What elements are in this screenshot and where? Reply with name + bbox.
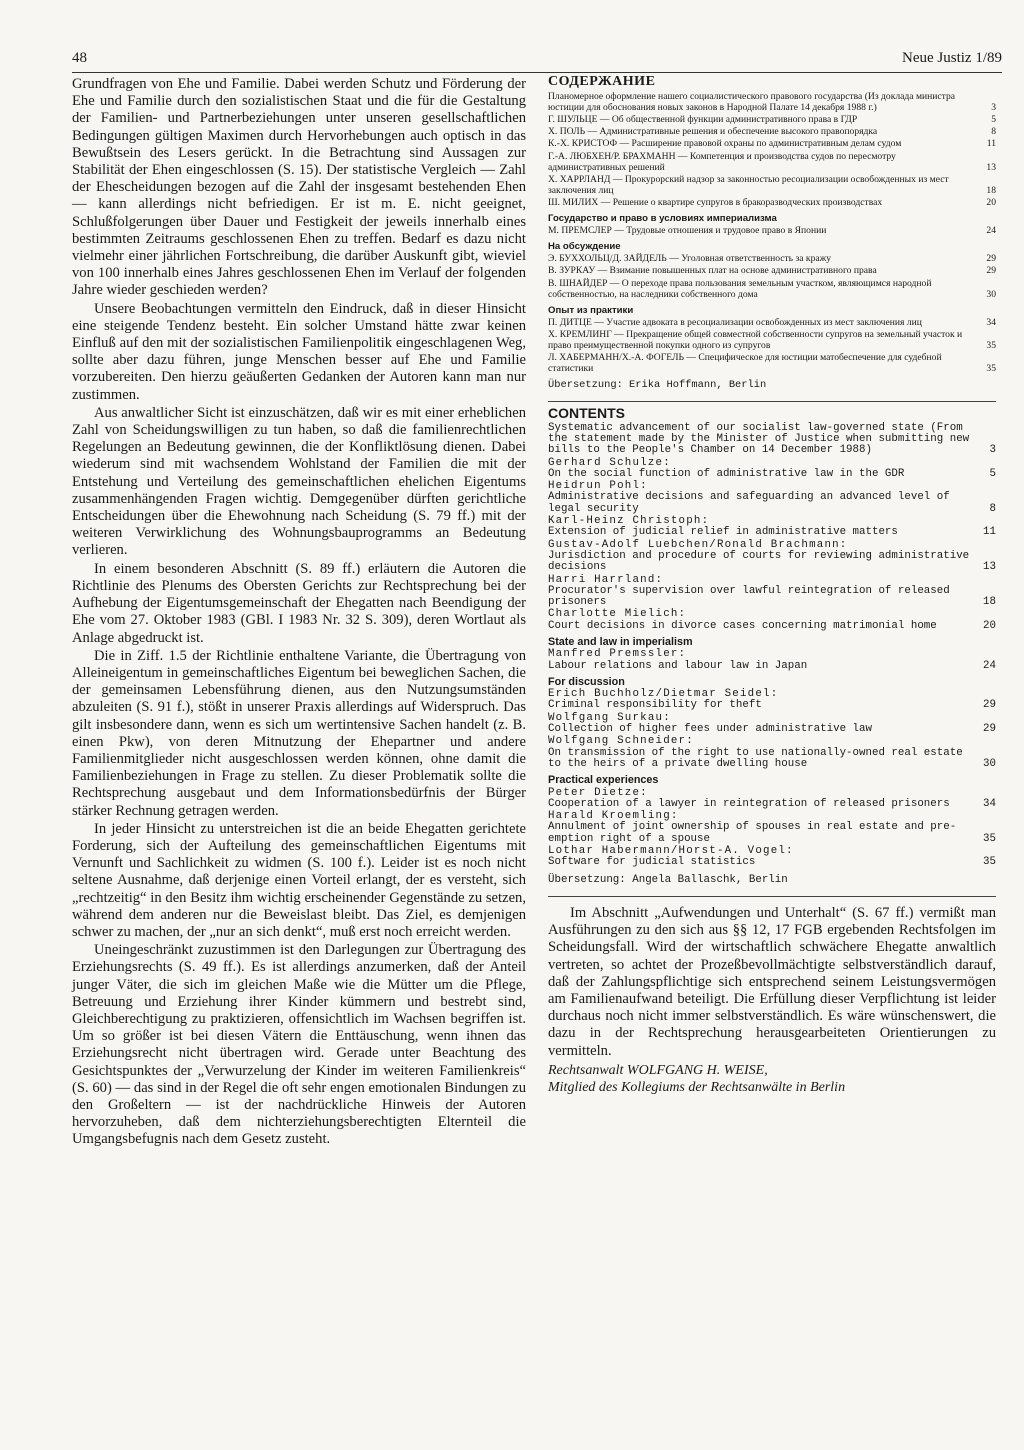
toc-entry-title: К.-Х. КРИСТОФ — Расширение правовой охраны по административным делам судом <box>548 138 902 150</box>
toc-entry-page: 3 <box>991 102 996 114</box>
toc-entry <box>548 317 996 328</box>
toc-entry <box>548 138 996 149</box>
toc-entry-page: 29 <box>983 699 996 712</box>
signature-name: Rechtsanwalt WOLFGANG H. WEISE, <box>548 1062 768 1078</box>
toc-entry-page: 13 <box>986 161 996 173</box>
toc-english-sections <box>548 637 996 869</box>
toc-entry-page: 8 <box>989 502 996 515</box>
page-header <box>72 50 1002 73</box>
toc-entry <box>548 126 996 137</box>
toc-entry-page: 35 <box>983 856 996 869</box>
toc-entry <box>548 788 996 811</box>
paragraph: Unsere Beobachtungen vermitteln den Eindruck, daß in dieser Hinsicht eine steigende Tendenz besteht. Ein solcher Umstand hätte zwar keinen Einfluß auf den mit der sozialistischen Familienpolitik eingeschlagenen Weg, sollte aber dazu führen, junge Menschen besser auf Ehe und Familie vorzubereiten. Den hierzu geäußerten Gedanken der Autoren kann man nur zustimmen. <box>72 300 526 403</box>
toc-entry-page: 29 <box>986 253 996 265</box>
toc-entry-title: Г. ШУЛЬЦЕ — Об общественной функции административного права в ГДР <box>548 114 858 126</box>
toc-entry-title: Cooperation of a lawyer in reintegration of released prisoners <box>548 797 950 810</box>
toc-entry <box>548 846 996 869</box>
paragraph: In einem besonderen Abschnitt (S. 89 ff.) erläutern die Autoren die Richtlinie des Plenums des Obersten Gerichts zur Rechtsprechung bei der Aufhebung der Eigentumsgemeinschaft der Ehegatten nach Beendigung der Ehe vom 27. Oktober 1983 (GBl. I 1983 Nr. 32 S. 309), deren Wortlaut als Anlage abgedruckt ist. <box>72 560 526 646</box>
signature <box>548 1062 996 1096</box>
toc-entry <box>548 253 996 264</box>
toc-entry-author: Wolfgang Schneider: <box>548 735 694 748</box>
toc-entry-page: 5 <box>991 114 996 126</box>
toc-english-heading: CONTENTS <box>548 405 625 422</box>
toc-section-title: Опыт из практики <box>548 304 634 316</box>
toc-entry-title: On the social function of administrative law in the GDR <box>548 467 905 480</box>
toc-entry-title: On transmission of the right to use nationally-owned real estate to the heirs of a private dwelling house <box>548 746 963 770</box>
toc-russian-heading: СОДЕРЖАНИЕ <box>548 74 656 89</box>
toc-entry <box>548 575 996 609</box>
toc-entry-author: Karl-Heinz Christoph: <box>548 515 710 528</box>
toc-entry <box>548 174 996 196</box>
toc-entry <box>548 540 996 574</box>
toc-entry-author: Gustav-Adolf Luebchen/Ronald Brachmann: <box>548 538 848 551</box>
toc-entry-page: 30 <box>983 757 996 770</box>
translator-credit: Übersetzung: Angela Ballaschk, Berlin <box>548 873 788 886</box>
toc-entry-author: Charlotte Mielich: <box>548 608 687 621</box>
toc-russian <box>548 76 996 391</box>
paragraph: Aus anwaltlicher Sicht ist einzuschätzen, daß wir es mit einer erheblichen Zahl von Scheidungswilligen zu tun haben, so daß die familienrechtlichen Regelungen an Bedeutung gewinnen, die der Konfliktlösung dienen. Dabei wiederum sind mit wachsendem Wohlstand der Familien die mit der Entstehung und Verteilung des gemeinschaftlichen ehelichen Eigentums zusammenhängenden Fragen wichtig. Demgegenüber dürften gerichtliche Entscheidungen über die Ehewohnung nach Scheidung (S. 79 ff.) mit der weiteren Verwirklichung des Wohnungsbauprogramms an Bedeutung verlieren. <box>72 404 526 559</box>
toc-english <box>548 405 996 886</box>
toc-entry-title: Administrative decisions and safeguarding an advanced level of legal security <box>548 491 950 515</box>
toc-entry <box>548 609 996 632</box>
toc-entry <box>548 481 996 515</box>
toc-entry-page: 24 <box>983 659 996 672</box>
closing-paragraph: Im Abschnitt „Aufwendungen und Unterhalt“ (S. 67 ff.) vermißt man Ausführungen zu den sich aus §§ 12, 17 FGB ergebenden Rechtsfolgen im Scheidungsfall. Wird der wirtschaftlich schwächere Ehegatte anwaltlich vertreten, so achtet der Prozeßbevollmächtigte selbstverständlich darauf, daß der Zahlungspflichtige sich entsprechend seinem Leistungsvermögen am Familienaufwand beteiligt. Die Erfüllung dieser Verpflichtung ist leider durchaus noch nicht immer selbstverständlich. Es wäre wünschenswert, die dazu in der Rechtsprechung herausgearbeiteten Orientierungen zu vermitteln. <box>548 904 996 1059</box>
toc-section-title: Государство и право в условиях империализма <box>548 213 777 225</box>
signature-affiliation: Mitglied des Kollegiums der Rechtsanwälte in Berlin <box>548 1079 846 1095</box>
page-number: 48 <box>72 50 87 66</box>
toc-entry-title: Jurisdiction and procedure of courts for reviewing administrative decisions <box>548 549 970 574</box>
toc-entry-title: Court decisions in divorce cases concerning matrimonial home <box>548 619 937 632</box>
toc-entry-page: 34 <box>986 316 996 328</box>
toc-entry <box>548 197 996 208</box>
paragraph: Uneingeschränkt zuzustimmen ist den Darlegungen zur Übertragung des Erziehungsrechts (S. 49 ff.). Es ist allerdings anzumerken, daß der Anteil junger Väter, die sich im gleichen Maße wie die Mütter um die Pflege, Betreuung und Erziehung ihrer Kinder kümmern und bestrebt sind, Gleichberechtigung zu praktizieren, offensichtlich im Wachsen begriffen ist. Um so größer ist bei diesen Vätern die Enttäuschung, wenn ihnen das Erziehungsrecht nicht übertragen wird. Gerade unter Beachtung des Gesichtspunktes der „Verwurzelung der Kinder im weiteren Familienkreis“ (S. 60) — das sind in der Regel die oft sehr engen emotionalen Bindungen zu den Großeltern — ist der nachdrückliche Hinweis der Autoren hervorzuheben, daß dem nichterziehungsberechtigten Elternteil die Umgangsbefugnis nach dem Gesetz zusteht. <box>72 942 526 1148</box>
toc-entry <box>548 423 996 457</box>
toc-entry-author: Harald Kroemling: <box>548 810 679 823</box>
toc-entry-page: 11 <box>986 138 996 150</box>
toc-entry <box>548 151 996 173</box>
toc-entry <box>548 516 996 539</box>
toc-entry-page: 29 <box>986 265 996 277</box>
toc-entry <box>548 736 996 770</box>
toc-entry-title: Планомерное оформление нашего социалистического правового государства (Из доклада министра юстиции для обоснования новых законов в Народной Палате 14 декабря 1988 г.) <box>548 91 956 114</box>
paragraph: Die in Ziff. 1.5 der Richtlinie enthaltene Variante, die Übertragung von Alleineigentum in gemeinschaftliches Eigentum bei beweglichen Sachen, die der gemeinsamen Lebensführung dienen, aus den Nutzungsumständen abzuleiten (S. 91 f.), stößt in unserer Praxis allerdings auf Widerspruch. Das gilt insbesondere dann, wenn es sich um wertintensive Sachen handelt (z. B. einen Pkw), von deren Mitnutzung der Ehepartner und andere Familienmitglieder nicht ausgeschlossen werden können, ohne damit die Familienbeziehungen in Frage zu stellen. Zu dieser Problematik sollte die Rechtsprechung ausgebaut und dem Informationsbedürfnis der Bürger stärker Rechnung getragen werden. <box>72 647 526 819</box>
toc-entry-title: Ш. МИЛИХ — Решение о квартире супругов в бракоразводческих производствах <box>548 196 883 208</box>
toc-entry-title: Г.-А. ЛЮБХЕН/Р. БРАХМАНН — Компетенция и производства судов по пересмотру административных решений <box>548 150 896 173</box>
toc-entry <box>548 689 996 712</box>
toc-russian-sections <box>548 213 996 374</box>
toc-entry-page: 30 <box>986 288 996 300</box>
toc-entry-title: Collection of higher fees under administrative law <box>548 723 872 736</box>
toc-entry-author: Wolfgang Surkau: <box>548 711 671 724</box>
toc-entry-author: Harri Harrland: <box>548 573 664 586</box>
toc-entry <box>548 278 996 300</box>
translator-credit: Übersetzung: Erika Hoffmann, Berlin <box>548 379 767 392</box>
toc-entry-title: Annulment of joint ownership of spouses in real estate and pre-emption right of a spouse <box>548 821 957 845</box>
divider <box>548 401 996 402</box>
toc-entry-title: Systematic advancement of our socialist law-governed state (From the statement made by the Minister of Justice when submitting new bills to the People's Chamber on 14 December 1988) <box>548 421 970 457</box>
toc-entry-page: 20 <box>983 619 996 632</box>
toc-entry <box>548 91 996 113</box>
toc-entry-page: 18 <box>986 184 996 196</box>
toc-entry-title: Х. ХАРРЛАНД — Прокурорский надзор за законностью ресоциализации освобожденных из мест заключения лиц <box>548 173 949 196</box>
paragraph: Grundfragen von Ehe und Familie. Dabei werden Schutz und Förderung der Ehe und Familie durch den sozialistischen Staat und die für die Gestaltung der Familien- und Partnerbeziehungen unter unseren gesellschaftlichen Bedingungen gültigen Maximen durch Hervorhebungen auch optisch in das Bewußtsein des Lesers gerückt. In die Betrachtung sind Aussagen zur Stabilität der Ehen eingeschlossen (S. 15). Der statistische Vergleich — Zahl der Ehescheidungen bezogen auf die Zahl der insgesamt bestehenden Ehen — kann allerdings nicht befriedigen. Er ist m. E. nicht geeignet, Schlußfolgerungen über Dauer und Festigkeit der jeweils innerhalb eines bestimmten Zeitraums geschlossenen Ehen zu treffen. Bedarf es dazu nicht vielmehr einer jährlichen Fortschreibung, die darüber Auskunft gibt, wieviel von 100 innerhalb eines Jahres geschlossenen Ehen im Verlauf der folgenden Jahre wieder geschieden werden? <box>72 76 526 299</box>
right-column <box>548 76 996 1096</box>
toc-entry-title: Э. БУХХОЛЬЦ/Д. ЗАЙДЕЛЬ — Уголовная ответственность за кражу <box>548 253 832 265</box>
toc-entry-page: 18 <box>983 596 996 609</box>
toc-entry <box>548 811 996 845</box>
toc-entry-page: 35 <box>986 363 996 375</box>
toc-entry-author: Peter Dietze: <box>548 786 648 799</box>
toc-entry-page: 11 <box>983 526 996 539</box>
toc-entry-title: Criminal responsibility for theft <box>548 699 762 712</box>
toc-entry-page: 5 <box>989 467 996 480</box>
toc-entry-author: Gerhard Schulze: <box>548 456 671 469</box>
toc-entry <box>548 329 996 351</box>
toc-entry-title: В. ШНАЙДЕР — О переходе права пользования земельным участком, являющимся народной собственностью, на наследники собственного дома <box>548 277 932 300</box>
toc-entry-page: 35 <box>986 339 996 351</box>
closing-section <box>548 905 996 1096</box>
divider <box>548 896 996 897</box>
toc-entry-title: Extension of judicial relief in administrative matters <box>548 526 898 539</box>
left-column <box>72 76 526 1150</box>
toc-entry-page: 34 <box>983 797 996 810</box>
toc-entry-title: М. ПРЕМСЛЕР — Трудовые отношения и трудовое право в Японии <box>548 225 827 237</box>
toc-entry-author: Manfred Premssler: <box>548 648 687 661</box>
toc-russian-lead <box>548 91 996 208</box>
toc-entry-page: 13 <box>983 561 996 574</box>
toc-entry <box>548 352 996 374</box>
toc-entry-title: Procurator's supervision over lawful reintegration of released prisoners <box>548 584 950 609</box>
paragraph: In jeder Hinsicht zu unterstreichen ist die an beide Ehegatten gerichtete Forderung, sich der Aufteilung des gemeinschaftlichen Eigentums mit Vernunft und Sachlichkeit zu widmen (S. 100 f.). Leider ist es noch nicht seltene Ausnahme, daß derjenige einen Vorteil erlangt, der es versteht, sich „rechtzeitig“ in den Besitz ihm wichtig erscheinender Gegenstände zu setzen, während dem anderen nur die Beweislast bleibt. Das Ziel, es demjenigen schwer zu machen, der „nur an sich denkt“, muß erst noch erreicht werden. <box>72 820 526 940</box>
toc-entry-title: Х. ПОЛЬ — Административные решения и обеспечение высокого правопорядка <box>548 126 878 138</box>
toc-section-title: State and law in imperialism <box>548 635 693 648</box>
toc-entry-title: Labour relations and labour law in Japan <box>548 659 808 672</box>
toc-entry-author: Erich Buchholz/Dietmar Seidel: <box>548 688 779 701</box>
toc-entry-page: 3 <box>989 444 996 457</box>
toc-entry-title: Л. ХАБЕРМАНН/Х.-А. ФОГЕЛЬ — Специфическое для юстиции матобеспечение для судебной статистики <box>548 352 942 375</box>
toc-entry-author: Heidrun Pohl: <box>548 480 648 493</box>
toc-entry-page: 29 <box>983 723 996 736</box>
toc-entry <box>548 713 996 736</box>
toc-section-title: Practical experiences <box>548 774 659 787</box>
toc-section-title: На обсуждение <box>548 241 621 253</box>
toc-entry <box>548 649 996 672</box>
toc-english-lead <box>548 423 996 632</box>
toc-entry-title: Х. КРЕМЛИНГ — Прекращение общей совместной собственности супругов на земельный участок и право преимущественной покупки одного из супругов <box>548 328 963 351</box>
toc-entry-title: П. ДИТЦЕ — Участие адвоката в ресоциализации освобожденных из мест заключения лиц <box>548 316 922 328</box>
toc-entry-author: Lothar Habermann/Horst-A. Vogel: <box>548 845 794 858</box>
toc-entry <box>548 265 996 276</box>
toc-entry <box>548 458 996 481</box>
toc-entry-page: 8 <box>991 126 996 138</box>
toc-entry-title: Software for judicial statistics <box>548 856 756 869</box>
journal-issue: Neue Justiz 1/89 <box>902 50 1002 66</box>
toc-entry-title: В. ЗУРКАУ — Взимание повышенных плат на основе административного права <box>548 265 877 277</box>
toc-section-title: For discussion <box>548 675 625 688</box>
toc-entry-page: 24 <box>986 225 996 237</box>
toc-entry-page: 35 <box>983 832 996 845</box>
toc-entry-page: 20 <box>986 196 996 208</box>
toc-entry <box>548 225 996 236</box>
toc-entry <box>548 114 996 125</box>
